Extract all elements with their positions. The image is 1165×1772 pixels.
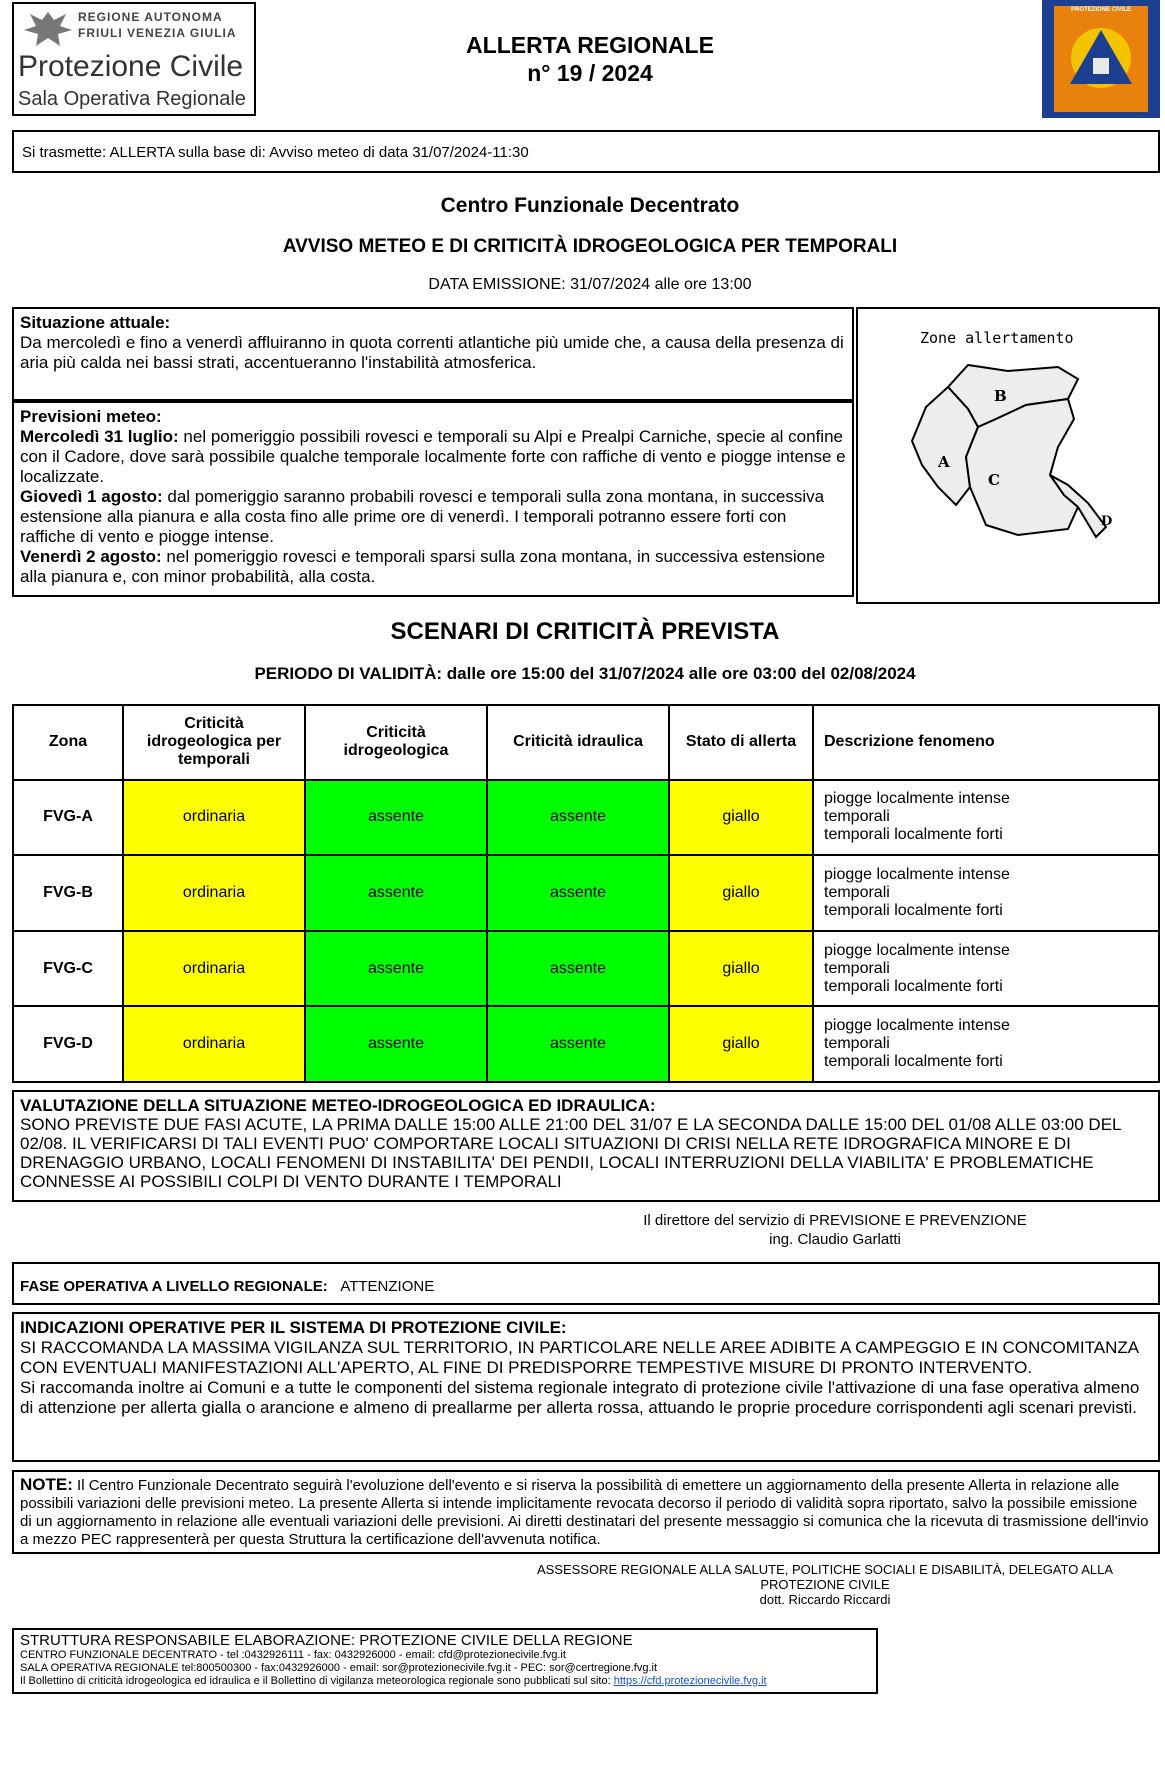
hydraulic-criticality-cell: assente xyxy=(487,855,669,931)
evaluation-text: SONO PREVISTE DUE FASI ACUTE, LA PRIMA DALLE 15:00 ALLE 21:00 DEL 31/07 E LA SECONDA DALLE 15:00 DEL 01/08 ALLE 03:00 DEL 02/08. IL VERIFICARSI DI TALI EVENTI PUO' COMPORTARE LOCALI SITUAZIONI DI CRISI NELLA RETE IDROGRAFICA MINORE E DI DRENAGGIO URBANO, LOCALI FENOMENI DI INSTABILITA' DEI PENDII, LOCALI INTERRUZIONI DELLA VIABILITA' E PROBLEMATICHE CONNESSE AI POSSIBILI COLPI DI VENTO DURANTE I TEMPORALI xyxy=(20,1115,1121,1191)
forecast-day xyxy=(20,487,846,547)
storm-criticality-cell: ordinaria xyxy=(123,855,305,931)
indications-text: SI RACCOMANDA LA MASSIMA VIGILANZA SUL TERRITORIO, IN PARTICOLARE NELLE AREE ADIBITE A CAMPEGGIO E IN CONCOMITANZA CON EVENTUALI MANIFESTAZIONI ALL'APERTO, AL FINE DI PREDISPORRE TEMPESTIVE MISURE DI PRONTO INTERVENTO. xyxy=(20,1338,1139,1377)
map-zone-label: C xyxy=(988,471,1000,489)
triangle-emblem-icon xyxy=(1064,22,1138,90)
map-zone-label: A xyxy=(938,453,950,471)
logo-name: Protezione Civile xyxy=(18,50,244,83)
alert-title: ALLERTA REGIONALE xyxy=(466,32,714,58)
director-name: ing. Claudio Garlatti xyxy=(769,1231,901,1248)
storm-criticality-cell: ordinaria xyxy=(123,931,305,1007)
structure-title: STRUTTURA RESPONSABILE ELABORAZIONE: PROTEZIONE CIVILE DELLA REGIONE xyxy=(20,1632,633,1649)
phase-label: FASE OPERATIVA A LIVELLO REGIONALE: xyxy=(20,1278,328,1295)
structure-contact: Il Bollettino di criticità idrogeologica ed idraulica e il Bollettino di vigilanza meteorologica regionale sono pubblicati sul sito: https://cfd.protezionecivile.fvg.it xyxy=(20,1675,767,1687)
validity-period: PERIODO DI VALIDITÀ: dalle ore 15:00 del 31/07/2024 alle ore 03:00 del 02/08/2024 xyxy=(254,664,916,683)
avviso-title: AVVISO METEO E DI CRITICITÀ IDROGEOLOGICA PER TEMPORALI xyxy=(282,236,898,257)
hydraulic-criticality-cell: assente xyxy=(487,1006,669,1082)
protezione-civile-logo xyxy=(12,2,256,116)
forecast-day xyxy=(20,427,846,487)
column-header: Zona xyxy=(13,705,123,780)
zone-cell: FVG-D xyxy=(13,1006,123,1082)
forecast-day-label: Mercoledì 31 luglio: xyxy=(20,427,179,446)
table-header-row xyxy=(13,705,1159,780)
hydrogeological-criticality-cell: assente xyxy=(305,931,487,1007)
assessor-block xyxy=(490,1562,1160,1607)
alert-status-cell: giallo xyxy=(669,1006,813,1082)
alert-zones-map xyxy=(856,307,1160,604)
alert-status-cell: giallo xyxy=(669,855,813,931)
structure-contact: SALA OPERATIVA REGIONALE tel:800500300 - fax:0432926000 - email: sor@protezionecivile.fvg.it - PEC: sor@certregione.fvg.it xyxy=(20,1662,658,1674)
indications-label: INDICAZIONI OPERATIVE PER IL SISTEMA DI PROTEZIONE CIVILE: xyxy=(20,1318,567,1337)
evaluation-label: VALUTAZIONE DELLA SITUAZIONE METEO-IDROGEOLOGICA ED IDRAULICA: xyxy=(20,1096,656,1115)
responsible-structure-box xyxy=(12,1628,878,1694)
logo-subtitle: Sala Operativa Regionale xyxy=(18,88,246,110)
logo-region-line2: FRIULI VENEZIA GIULIA xyxy=(78,26,237,40)
assessor-title: ASSESSORE REGIONALE ALLA SALUTE, POLITICHE SOCIALI E DISABILITÀ, DELEGATO ALLA xyxy=(536,1562,1114,1577)
column-header: Stato di allerta xyxy=(669,705,813,780)
emission-date: DATA EMISSIONE: 31/07/2024 alle ore 13:00 xyxy=(428,276,752,293)
situation-text: Da mercoledì e fino a venerdì affluiranno in quota correnti atlantiche più umide che, a causa della presenza di aria più calda nei bassi strati, accentueranno l'instabilità atmosferica. xyxy=(20,333,844,372)
storm-criticality-cell: ordinaria xyxy=(123,1006,305,1082)
director-title: Il direttore del servizio di PREVISIONE E PREVENZIONE xyxy=(643,1212,1027,1229)
map-zone-label: D xyxy=(1101,514,1113,529)
table-row xyxy=(13,855,1159,931)
region-map-icon xyxy=(908,357,1138,557)
operational-phase-box xyxy=(12,1262,1160,1305)
notes-label: NOTE: xyxy=(20,1475,73,1494)
indications-text: Si raccomanda inoltre ai Comuni e a tutte le componenti del sistema regionale integrato di protezione civile l'attivazione di una fase operativa almeno di attenzione per allerta gialla o arancione e almeno di preallarme per allerta rossa, attuando le proprie procedure corrispondenti agli scenari previsti. xyxy=(20,1378,1140,1417)
forecast-day-label: Venerdì 2 agosto: xyxy=(20,547,162,566)
phenomenon-description-cell: piogge localmente intense temporali temporali localmente forti xyxy=(813,780,1159,856)
forecast-day-label: Giovedì 1 agosto: xyxy=(20,487,163,506)
hydrogeological-criticality-cell: assente xyxy=(305,780,487,856)
forecast-day-text: dal pomeriggio saranno probabili rovesci e temporali sulla zona montana, in successiva estensione alla pianura e alla costa fino alle prime ore di venerdì. I temporali potranno essere forti con raffiche di vento e piogge intense. xyxy=(20,487,825,546)
zone-cell: FVG-A xyxy=(13,780,123,856)
notes-text: Il Centro Funzionale Decentrato seguirà l'evoluzione dell'evento e si riserva la possibilità di emettere un aggiornamento della presente Allerta in relazione alle possibili variazioni delle previsioni meteo. La presente Allerta si intende implicitamente revocata decorso il periodo di validità sopra riportato, salvo la possibile emissione di un aggiornamento in relazione alle eventuali variazioni delle previsioni. Ai diretti destinatari del presente messaggio si comunica che la ricevuta di trasmissione dell'invio a mezzo PEC rappresenterà per questa Struttura la certificazione dell'avvenuta notifica. xyxy=(20,1477,1149,1548)
forecast-box xyxy=(12,401,854,597)
phenomenon-description-cell: piogge localmente intense temporali temporali localmente forti xyxy=(813,855,1159,931)
current-situation-box xyxy=(12,307,854,401)
map-title: Zone allertamento xyxy=(920,329,1074,347)
alert-status-cell: giallo xyxy=(669,780,813,856)
cfd-title: Centro Funzionale Decentrato xyxy=(440,194,740,217)
storm-criticality-cell: ordinaria xyxy=(123,780,305,856)
column-header: Descrizione fenomeno xyxy=(813,705,1159,780)
phase-value: ATTENZIONE xyxy=(340,1278,435,1295)
phenomenon-description-cell: piogge localmente intense temporali temporali localmente forti xyxy=(813,931,1159,1007)
transmission-info: Si trasmette: ALLERTA sulla base di: Avviso meteo di data 31/07/2024-11:30 xyxy=(12,130,1160,173)
column-header: Criticità idrogeologica xyxy=(305,705,487,780)
eagle-icon xyxy=(20,8,76,52)
forecast-day-text: nel pomeriggio rovesci e temporali sparsi sulla zona montana, in successiva estensione alla pianura e, con minor probabilità, alla costa. xyxy=(20,547,826,586)
criticality-table xyxy=(12,704,1160,1083)
hydraulic-criticality-cell: assente xyxy=(487,780,669,856)
badge-text: PROTEZIONE CIVILE xyxy=(1070,7,1131,13)
alert-status-cell: giallo xyxy=(669,931,813,1007)
phenomenon-description-cell: piogge localmente intense temporali temporali localmente forti xyxy=(813,1006,1159,1082)
table-row xyxy=(13,780,1159,856)
notes-box xyxy=(12,1470,1160,1554)
table-row xyxy=(13,1006,1159,1082)
protezione-civile-badge xyxy=(1042,0,1160,118)
forecast-label: Previsioni meteo: xyxy=(20,407,162,426)
structure-contact: CENTRO FUNZIONALE DECENTRATO - tel :0432926111 - fax: 0432926000 - email: cfd@protezionecivile.fvg.it xyxy=(20,1649,566,1661)
cfd-website-link[interactable]: https://cfd.protezionecivile.fvg.it xyxy=(613,1675,767,1687)
assessor-title: PROTEZIONE CIVILE xyxy=(760,1577,890,1592)
scenarios-title: SCENARI DI CRITICITÀ PREVISTA xyxy=(390,618,780,645)
situation-label: Situazione attuale: xyxy=(20,313,171,332)
evaluation-box xyxy=(12,1090,1160,1202)
column-header: Criticità idraulica xyxy=(487,705,669,780)
alert-number: n° 19 / 2024 xyxy=(527,60,653,86)
hydraulic-criticality-cell: assente xyxy=(487,931,669,1007)
map-zone-label: B xyxy=(994,387,1007,405)
forecast-day xyxy=(20,547,846,587)
zone-cell: FVG-B xyxy=(13,855,123,931)
hydrogeological-criticality-cell: assente xyxy=(305,1006,487,1082)
column-header: Criticità idrogeologica per temporali xyxy=(123,705,305,780)
assessor-name: dott. Riccardo Riccardi xyxy=(759,1592,891,1607)
zone-cell: FVG-C xyxy=(13,931,123,1007)
hydrogeological-criticality-cell: assente xyxy=(305,855,487,931)
table-row xyxy=(13,931,1159,1007)
forecast-day-text: nel pomeriggio possibili rovesci e temporali su Alpi e Prealpi Carniche, specie al confine con il Cadore, dove sarà possibile qualche temporale localmente forte con raffiche di vento e piogge intense e localizzate. xyxy=(20,427,846,486)
logo-region-line1: REGIONE AUTONOMA xyxy=(78,10,223,24)
operational-indications-box xyxy=(12,1312,1160,1462)
